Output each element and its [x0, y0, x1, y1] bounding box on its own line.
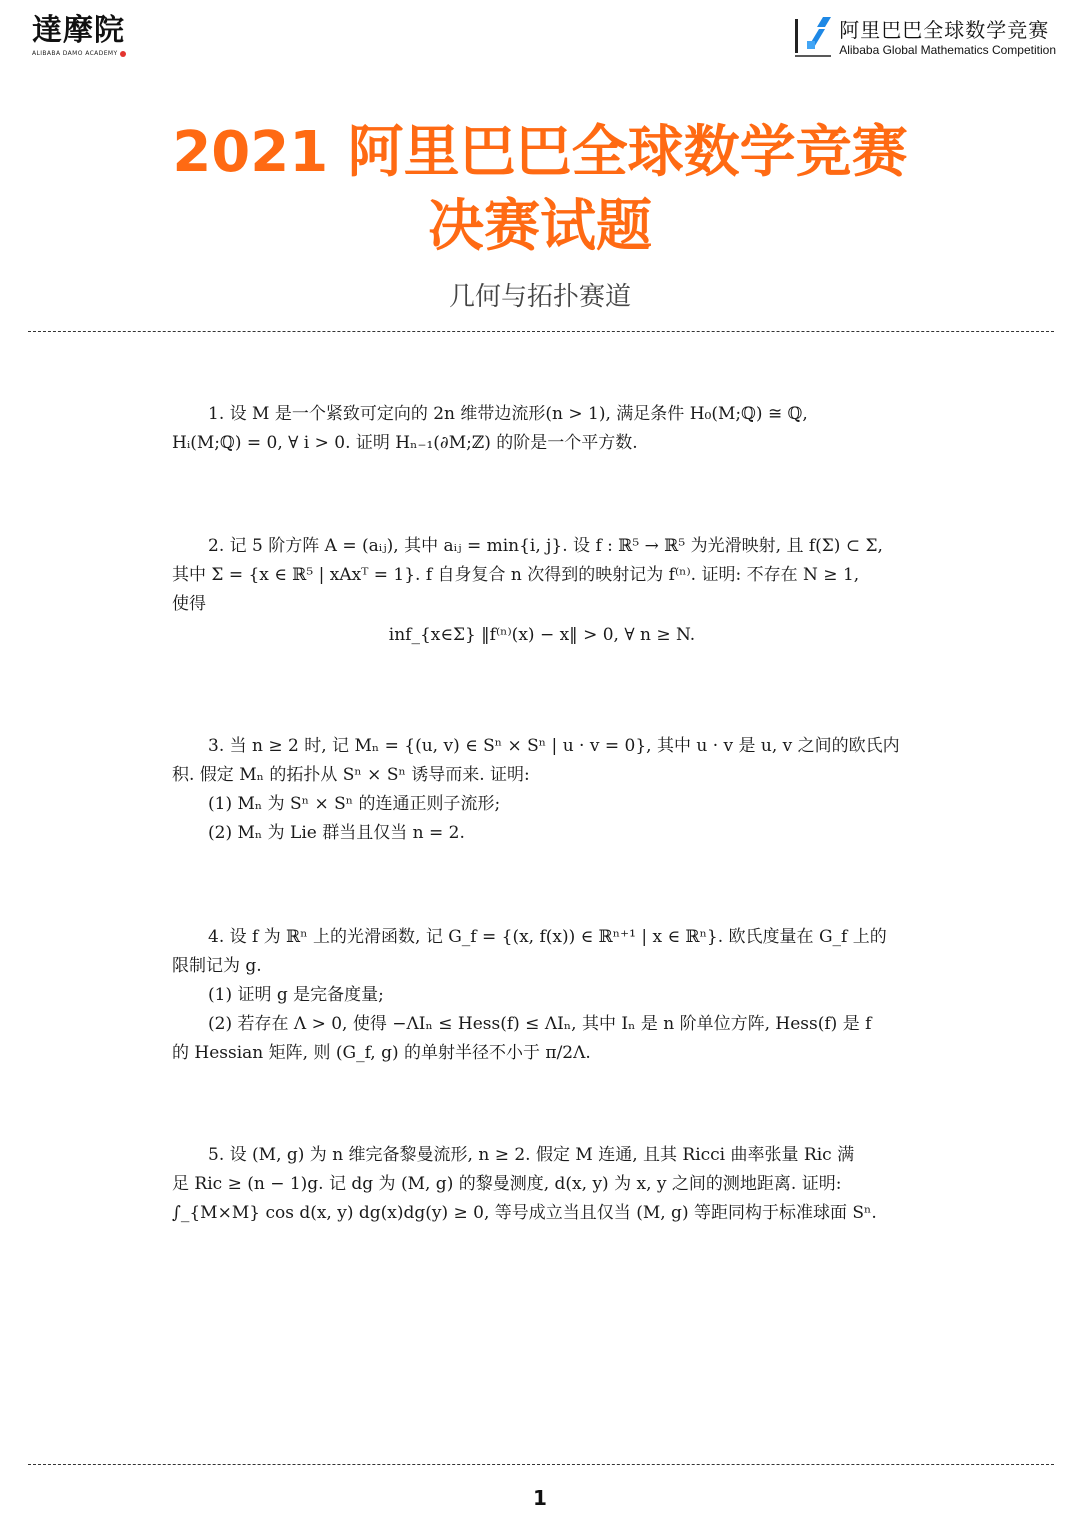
problem-line: 4. 设 f 为 ℝⁿ 上的光滑函数, 记 G_f = {(x, f(x)) ∈ ℝⁿ⁺¹ | x ∈ ℝⁿ}. 欧氏度量在 G_f 上的	[208, 927, 887, 947]
problem-item: (1) 证明 g 是完备度量;	[208, 985, 384, 1005]
track-subtitle: 几何与拓扑赛道	[448, 282, 631, 312]
problem-formula: inf_{x∈Σ} ‖f⁽ⁿ⁾(x) − x‖ > 0, ∀ n ≥ N.	[388, 625, 696, 645]
damo-logo-en: ALIBABA DAMO ACADEMY	[32, 50, 118, 57]
problem-line: Hᵢ(M;ℚ) = 0, ∀ i > 0. 证明 Hₙ₋₁(∂M;ℤ) 的阶是一个平方数.	[172, 433, 638, 453]
problem-1	[172, 400, 912, 458]
problem-2	[172, 532, 912, 650]
problem-line: 5. 设 (M, g) 为 n 维完备黎曼流形, n ≥ 2. 假定 M 连通, 且其 Ricci 曲率张量 Ric 满	[208, 1145, 855, 1165]
competition-logo-cn: 阿里巴巴全球数学竞赛	[839, 18, 1050, 42]
problem-item: (1) Mₙ 为 Sⁿ × Sⁿ 的连通正则子流形;	[208, 794, 501, 814]
problem-line: 其中 Σ = {x ∈ ℝ⁵ | xAxᵀ = 1}. f 自身复合 n 次得到的映射记为 f⁽ⁿ⁾. 证明: 不存在 N ≥ 1,	[172, 565, 860, 585]
problem-3	[172, 732, 912, 848]
problem-line: ∫_{M×M} cos d(x, y) dg(x)dg(y) ≥ 0, 等号成立当且仅当 (M, g) 等距同构于标准球面 Sⁿ.	[172, 1203, 877, 1223]
damo-logo-cn: 達摩院	[32, 13, 125, 48]
competition-logo-en: Alibaba Global Mathematics Competition	[839, 43, 1056, 57]
problem-line: 使得	[172, 594, 206, 614]
problem-line: 1. 设 M 是一个紧致可定向的 2n 维带边流形(n > 1), 满足条件 H₀(M;ℚ) ≅ ℚ,	[208, 404, 808, 424]
problem-line: 限制记为 g.	[172, 956, 262, 976]
damo-academy-logo	[32, 14, 132, 57]
problem-4	[172, 923, 912, 1068]
problem-line: 的 Hessian 矩阵, 则 (G_f, g) 的单射半径不小于 π/2Λ.	[172, 1043, 591, 1063]
red-dot-icon	[120, 51, 126, 57]
problem-item: (2) Mₙ 为 Lie 群当且仅当 n = 2.	[208, 823, 465, 843]
page-title: 2021 阿里巴巴全球数学竞赛	[172, 120, 908, 185]
problem-item: (2) 若存在 Λ > 0, 使得 −ΛIₙ ≤ Hess(f) ≤ ΛIₙ, 其中 Iₙ 是 n 阶单位方阵, Hess(f) 是 f	[208, 1014, 872, 1034]
problem-line: 足 Ric ≥ (n − 1)g. 记 dg 为 (M, g) 的黎曼测度, d(x, y) 为 x, y 之间的测地距离. 证明:	[172, 1174, 842, 1194]
competition-mark-icon	[793, 15, 833, 59]
problem-line: 积. 假定 Mₙ 的拓扑从 Sⁿ × Sⁿ 诱导而来. 证明:	[172, 765, 530, 785]
problem-line: 3. 当 n ≥ 2 时, 记 Mₙ = {(u, v) ∈ Sⁿ × Sⁿ | u · v = 0}, 其中 u · v 是 u, v 之间的欧氏内	[208, 736, 900, 756]
bottom-divider	[28, 1464, 1054, 1465]
page-title-line2: 决赛试题	[428, 194, 652, 259]
problem-line: 2. 记 5 阶方阵 A = (aᵢⱼ), 其中 aᵢⱼ = min{i, j}. 设 f : ℝ⁵ → ℝ⁵ 为光滑映射, 且 f(Σ) ⊂ Σ,	[208, 536, 883, 556]
competition-logo	[793, 14, 1056, 60]
page-number: 1	[533, 1486, 547, 1510]
top-divider	[28, 331, 1054, 332]
problem-5	[172, 1141, 912, 1228]
